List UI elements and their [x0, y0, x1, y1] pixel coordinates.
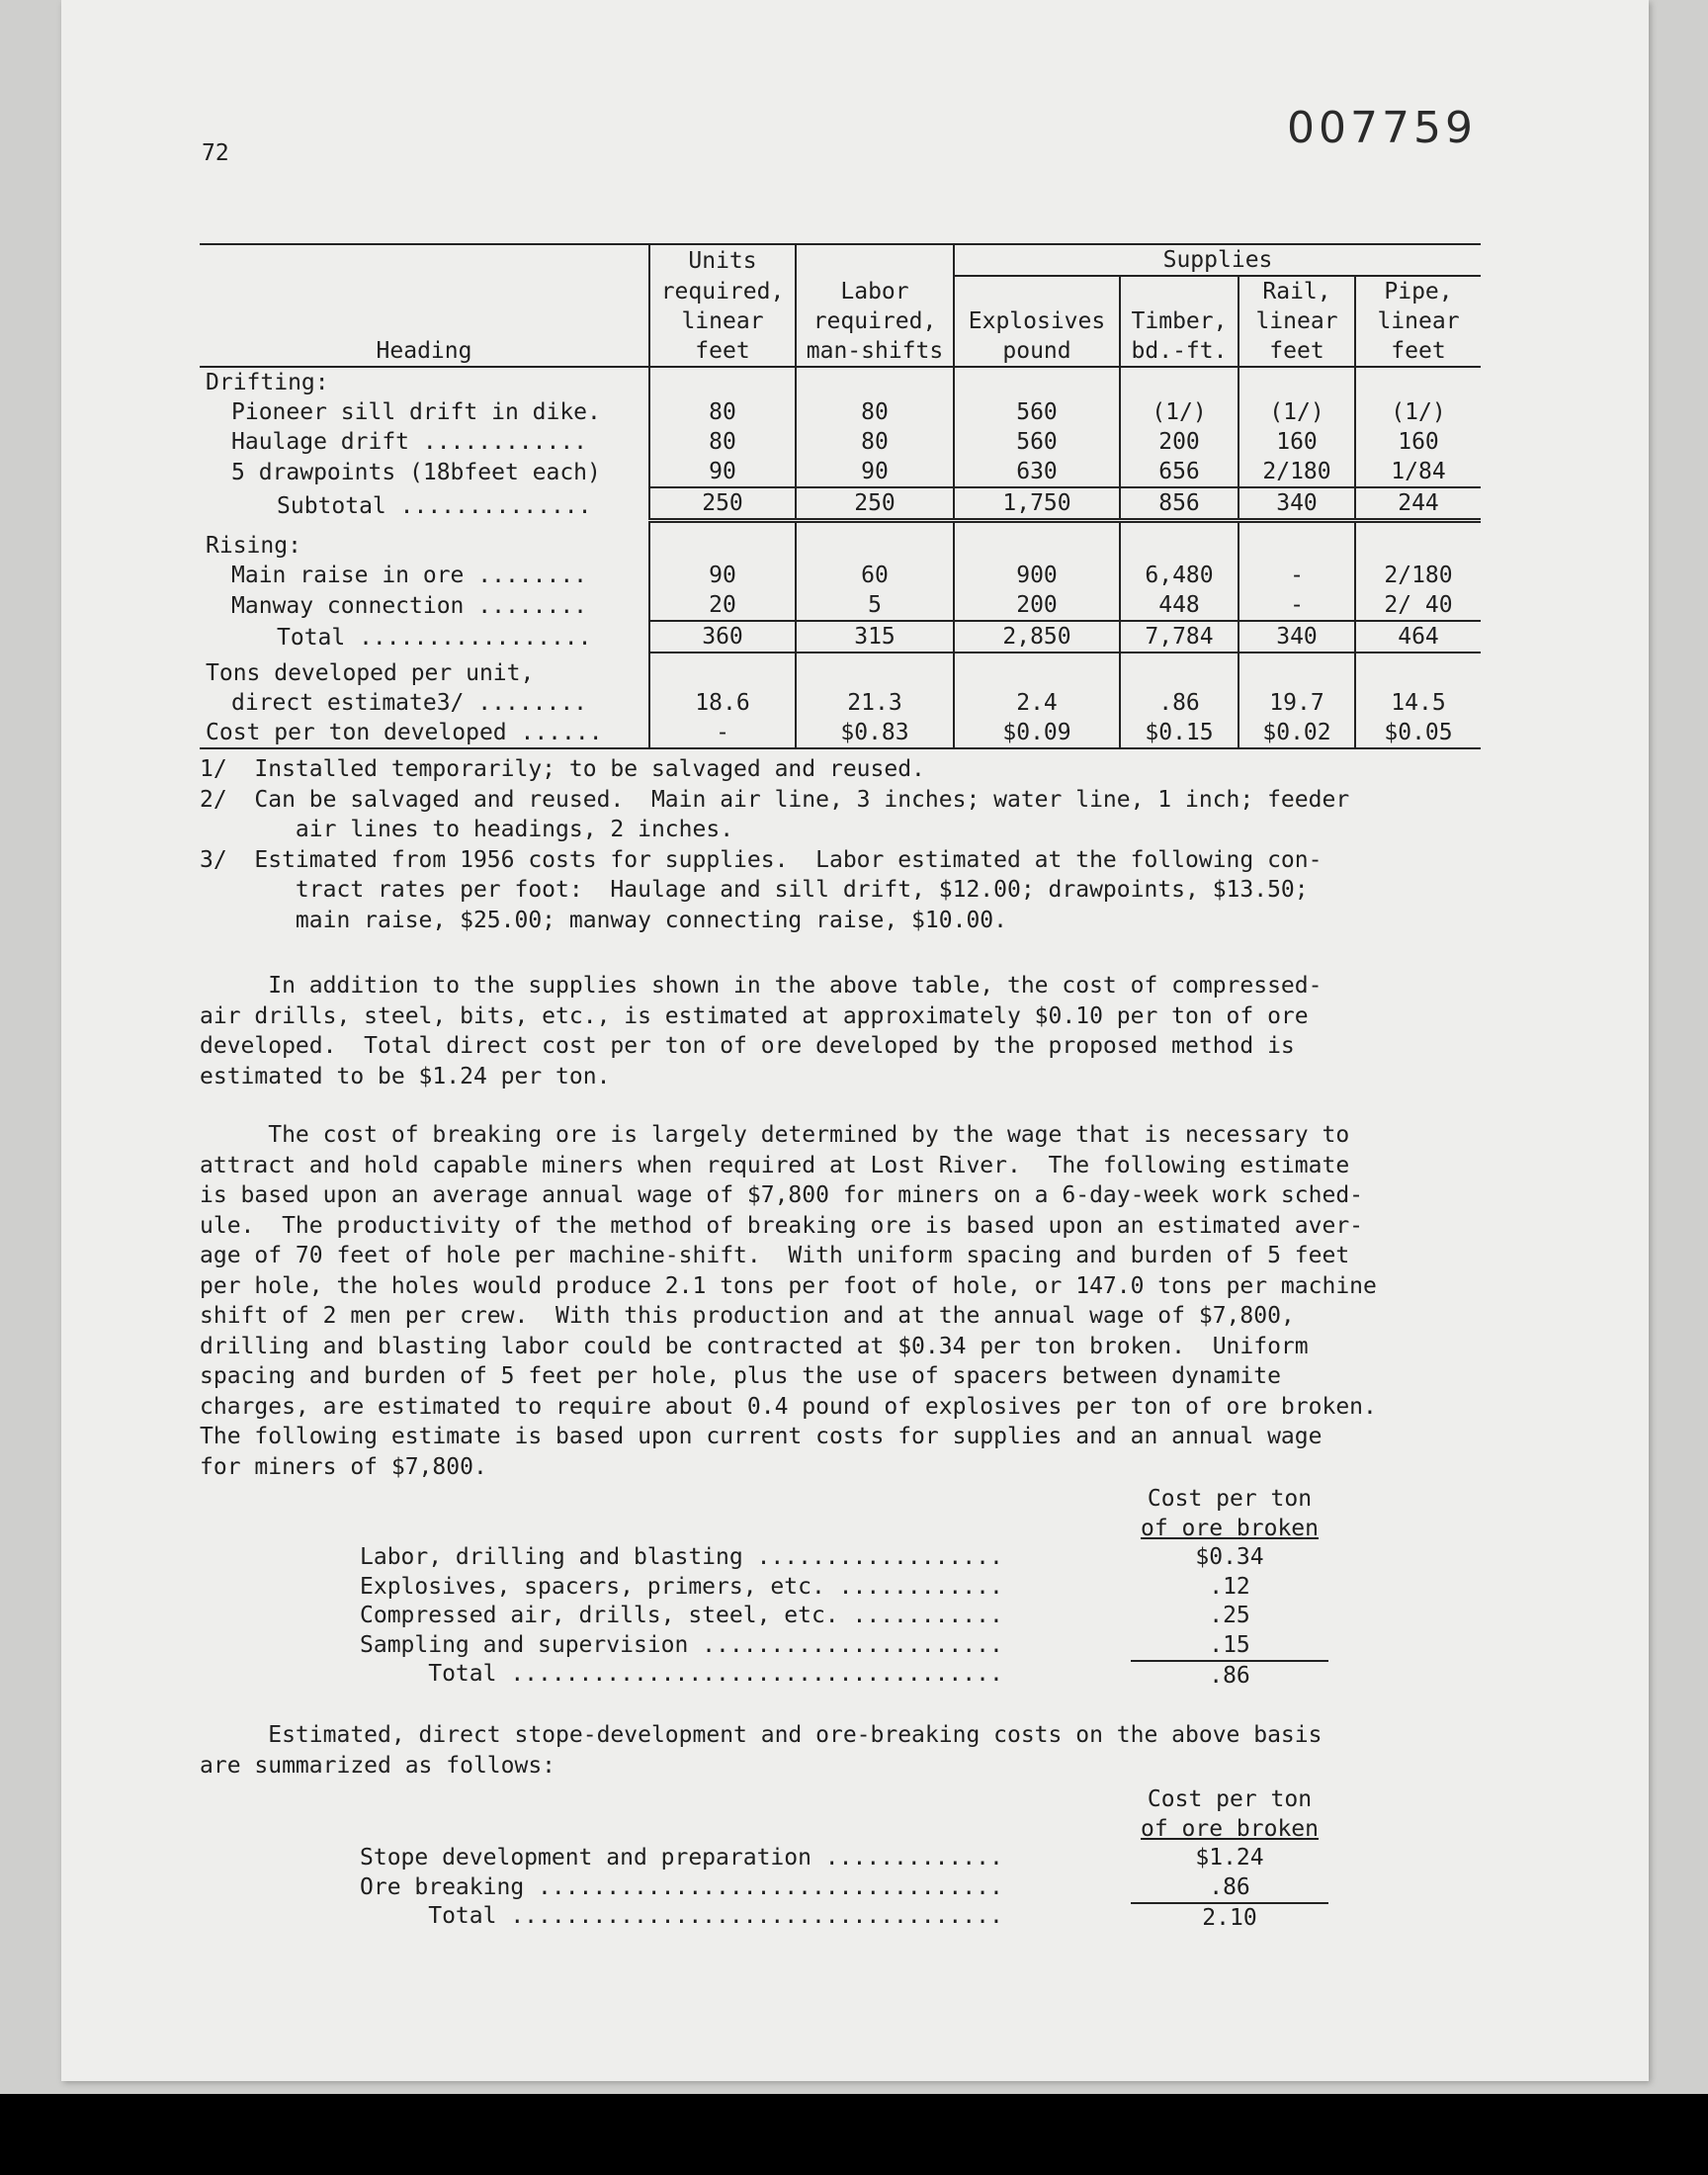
total-item: Total .................................... 2.10 [360, 1902, 1328, 1934]
header-timber-2: bd.-ft. [1120, 336, 1238, 367]
footnote-2: 2/ Can be salvaged and reused. Main air line, 3 inches; water line, 1 inch; feeder [200, 786, 1350, 813]
header-units-2: required, [649, 276, 796, 306]
table-header-row-1 [200, 244, 1481, 276]
header-labor-1: Labor [796, 276, 954, 306]
header-rail-1: Rail, [1238, 276, 1355, 306]
header-pipe-3: feet [1355, 336, 1481, 367]
header-labor-2: required, [796, 306, 954, 336]
summary-header-2: of ore broken [1140, 1815, 1319, 1842]
header-explosives-2: pound [954, 336, 1120, 367]
paragraph-breaking-ore: The cost of breaking ore is largely determined by the wage that is necessary to attract and hold capable miners when required at Lost River. The following estimate is based upon an average annual wage of $7,800 for miners on a 6-day-week work sched- ule. The productivity of the method of breaking ore is based upon an estimated aver- age of 70 feet of hole per machine-shift. With uniform spacing and burden of 5 feet per hole, the holes would produce 2.1 tons per foot of hole, or 147.0 tons per machine shift of 2 men per crew. With this production and at the annual wage of $7,800, drilling and blasting labor could be contracted at $0.34 per ton broken. Uniform spacing and burden of 5 feet per hole, plus the use of spacers between dynamite charges, are estimated to require about 0.4 pound of explosives per ton of ore broken. The following estimate is based upon current costs for supplies and an annual wage for miners of $7,800. [200, 1122, 1377, 1480]
header-pipe-1: Pipe, [1355, 276, 1481, 306]
list-item: Explosives, spacers, primers, etc. ............ .12 [360, 1573, 1250, 1600]
section-rising-label: Rising: [206, 532, 301, 559]
header-rail-3: feet [1238, 336, 1355, 367]
list-item: Stope development and preparation ............. $1.24 [360, 1845, 1264, 1870]
header-units-3: linear [649, 306, 796, 336]
table-row: Main raise in ore ........ 90 60 900 6,480 - 2/180 [200, 561, 1481, 590]
table-row: Haulage drift ............ 80 80 560 200 160 160 [200, 427, 1481, 457]
footnote-2-cont: air lines to headings, 2 inches. [200, 817, 734, 842]
tons-label-row: Tons developed per unit, [200, 652, 1481, 688]
header-pipe-2: linear [1355, 306, 1481, 336]
summary-cost-table [360, 1785, 1328, 1934]
paragraph-supplies-cost: In addition to the supplies shown in the above table, the cost of compressed- air drills, steel, bits, etc., is estimated at approximately $0.10 per ton of ore developed. Total direct cost per ton of ore developed by the proposed method is estimated to be $1.24 per ton. [200, 973, 1323, 1089]
table-row: 5 drawpoints (18bfeet each) 90 90 630 656 2/180 1/84 [200, 457, 1481, 487]
header-labor-3: man-shifts [796, 336, 954, 367]
header-units-4: feet [649, 336, 796, 367]
list-item: Compressed air, drills, steel, etc. ........... .25 [360, 1603, 1250, 1628]
subtotal-row: Subtotal .............. 250 250 1,750 856 340 244 [200, 487, 1481, 521]
summary-header-1: Cost per ton [1147, 1786, 1313, 1812]
tons-developed-row: direct estimate3/ ........ 18.6 21.3 2.4 .86 19.7 14.5 [200, 688, 1481, 718]
list-item: Sampling and supervision ...................... .15 [360, 1631, 1250, 1658]
development-cost-table [200, 243, 1481, 749]
scanner-border [0, 2094, 1708, 2175]
header-heading: Heading [200, 244, 649, 367]
header-rail-2: linear [1238, 306, 1355, 336]
header-units-1: Units [649, 244, 796, 276]
list-item: Ore breaking .................................. .86 [360, 1873, 1250, 1900]
section-rising-row [200, 521, 1481, 561]
page-number: 72 [202, 140, 229, 166]
section-drifting-row [200, 367, 1481, 397]
cost-header-1: Cost per ton [1147, 1486, 1313, 1512]
list-item: Labor, drilling and blasting .................. $0.34 [360, 1544, 1264, 1570]
header-timber-1: Timber, [1120, 306, 1238, 336]
table-row: Manway connection ........ 20 5 200 448 - 2/ 40 [200, 590, 1481, 621]
footnote-3-cont2: main raise, $25.00; manway connecting raise, $10.00. [200, 907, 1007, 933]
cost-header-2: of ore broken [1140, 1515, 1319, 1541]
paragraph-summary-intro: Estimated, direct stope-development and ore-breaking costs on the above basis are summarized as follows: [200, 1722, 1323, 1779]
footnote-3-cont1: tract rates per foot: Haulage and sill drift, $12.00; drawpoints, $13.50; [200, 877, 1309, 903]
total-row: Total ................. 360 315 2,850 7,784 340 464 [200, 621, 1481, 652]
archive-stamp-number: 007759 [1287, 103, 1477, 153]
header-explosives-1: Explosives [954, 306, 1120, 336]
ore-breaking-cost-table [360, 1485, 1328, 1692]
table-row: Pioneer sill drift in dike. 80 80 560 (1/) (1/) (1/) [200, 397, 1481, 427]
cost-per-ton-row: Cost per ton developed ...... - $0.83 $0.09 $0.15 $0.02 $0.05 [200, 718, 1481, 748]
footnotes [200, 754, 1349, 935]
section-drifting-label: Drifting: [206, 370, 329, 395]
footnote-1: 1/ Installed temporarily; to be salvaged and reused. [200, 756, 925, 782]
total-item: Total .................................... .86 [360, 1660, 1328, 1692]
header-supplies: Supplies [954, 244, 1481, 276]
footnote-3: 3/ Estimated from 1956 costs for supplies. Labor estimated at the following con- [200, 846, 1323, 873]
